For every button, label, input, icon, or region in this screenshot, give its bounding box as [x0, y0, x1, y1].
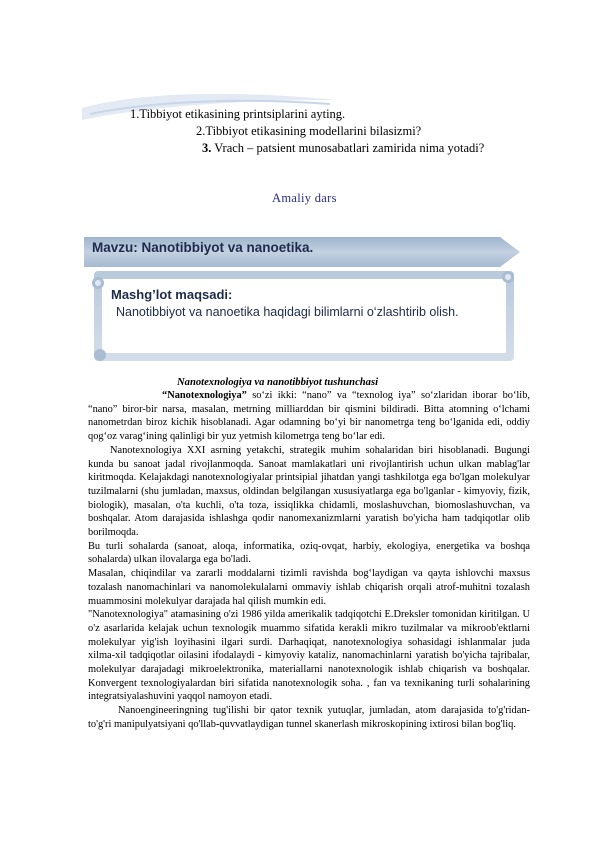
article-body [88, 389, 530, 732]
paragraph-1-text: so‘zi ikki: “nano” va “texnolog iya” so‘zlaridan iborar bo‘lib, “nano” biror-bir narsa, masalan, metrning milliarddan bir qismini bildiradi. Bitta atomning o‘lchami nanometrdan biroz kichik hisoblanadi. Agar odamning bo‘yi bir nanometrga teng bo‘lganida edi, oddiy qog‘oz varag‘ining qalinligi bir yuz yetmish kilometrga teng bo‘lar edi. [88, 390, 530, 443]
question-1: 1.Tibbiyot etikasining printsiplarini ayting. [130, 107, 346, 121]
question-3 [202, 141, 484, 156]
article-title: Nanotexnologiya va nanotibbiyot tushunchasi [177, 377, 379, 388]
topic-title: Mavzu: Nanotibbiyot va nanoetika. [92, 240, 314, 255]
lesson-type: Amaliy dars [272, 191, 337, 205]
paragraph-1 [88, 389, 530, 444]
paragraph-1-term: “Nanotexnologiya” [162, 390, 247, 401]
goal-label: Mashg’lot maqsadi: [111, 287, 233, 302]
question-3-text: Vrach – patsient munosabatlari zamirida nima yotadi? [211, 141, 485, 155]
paragraph-4: Masalan, chiqindilar va zararli moddalarni tizimli ravishda bog‘laydigan va qayta ishlovchi maxsus tozalash nanomachinlari va nanomolekulalarni ommaviy ishlab chiqarish orqali atrof-muhitni tozalash muammosini molekulyar darajada hal qilish mumkin edi. [88, 568, 530, 607]
paragraph-2: Nanotexnologiya XXI asrning yetakchi, strategik muhim sohalaridan biri hisoblanadi. Bugungi kunda bu sanoat jadal rivojlanmoqda. Sanoat mamlakatlari uni rivojlantirish uchun ulkan mablag'lar kiritmoqda. Kelajakdagi nanotexnologiyalar printsipial jihatdan yangi tashkilotga ega bo'lgan molekulyar tuzilmalarni (shu jumladan, maxsus, oldindan belgilangan xususiyatlarga ega bo'lganlar - kimyoviy, fizik, biologik), masalan, o'ta kuchli, o'ta toza, issiqlikka chidamli, moslashuvchan, biomoslashuvchan, va boshqalar. Atom darajasida ishlashga qodir nanomexanizmlarni yaratish bo'yicha ham tadqiqotlar olib borilmoqda. [88, 444, 530, 539]
goal-text: Nanotibbiyot va nanoetika haqidagi bilimlarni o‘zlashtirib olish. [116, 305, 459, 319]
question-2: 2.Tibbiyot etikasining modellarini bilasizmi? [196, 124, 422, 138]
paragraph-6: Nanoengineeringning tug'ilishi bir qator texnik yutuqlar, jumladan, atom darajasida to'g'ridan-to'g'ri manipulyatsiyani qo'llab-quvvatlaydigan tunnel skanerlash mikroskopining ixtirosi bilan bog'liq. [88, 705, 530, 730]
paragraph-3: Bu turli sohalarda (sanoat, aloqa, informatika, oziq-ovqat, harbiy, ekologiya, energetika va boshqa sohalarda) ulkan ilovalarga ega bo'ladi. [88, 540, 530, 566]
question-3-number: 3. [202, 141, 212, 155]
paragraph-5: "Nanotexnologiya" atamasining o'zi 1986 yilda amerikalik tadqiqotchi E.Dreksler tomonidan kiritilgan. U o'z asarlarida kelajak uchun texnologik muammo sifatida kerakli mikro tuzilmalar va mikroob'ektlarni molekulyar yig'ish loyihasini ilgari surdi. Darhaqiqat, nanotexnologiya sohasidagi ishlanmalar juda xilma-xil tadqiqotlar oilasini ifodalaydi - kimyoviy kataliz, nanomachinlarni yaratish bo'yicha tajribalar, molekulyar darajadagi mikroelektronika, materiallarni nanotexnologik ishlab chiqarish va boshqalar. Konvergent texnologiyalardan biri sifatida nanotexnologik soha. , fan va texnikaning turli sohalarining integratsiyalashuvini yaqqol namoyon etadi. [88, 609, 530, 703]
